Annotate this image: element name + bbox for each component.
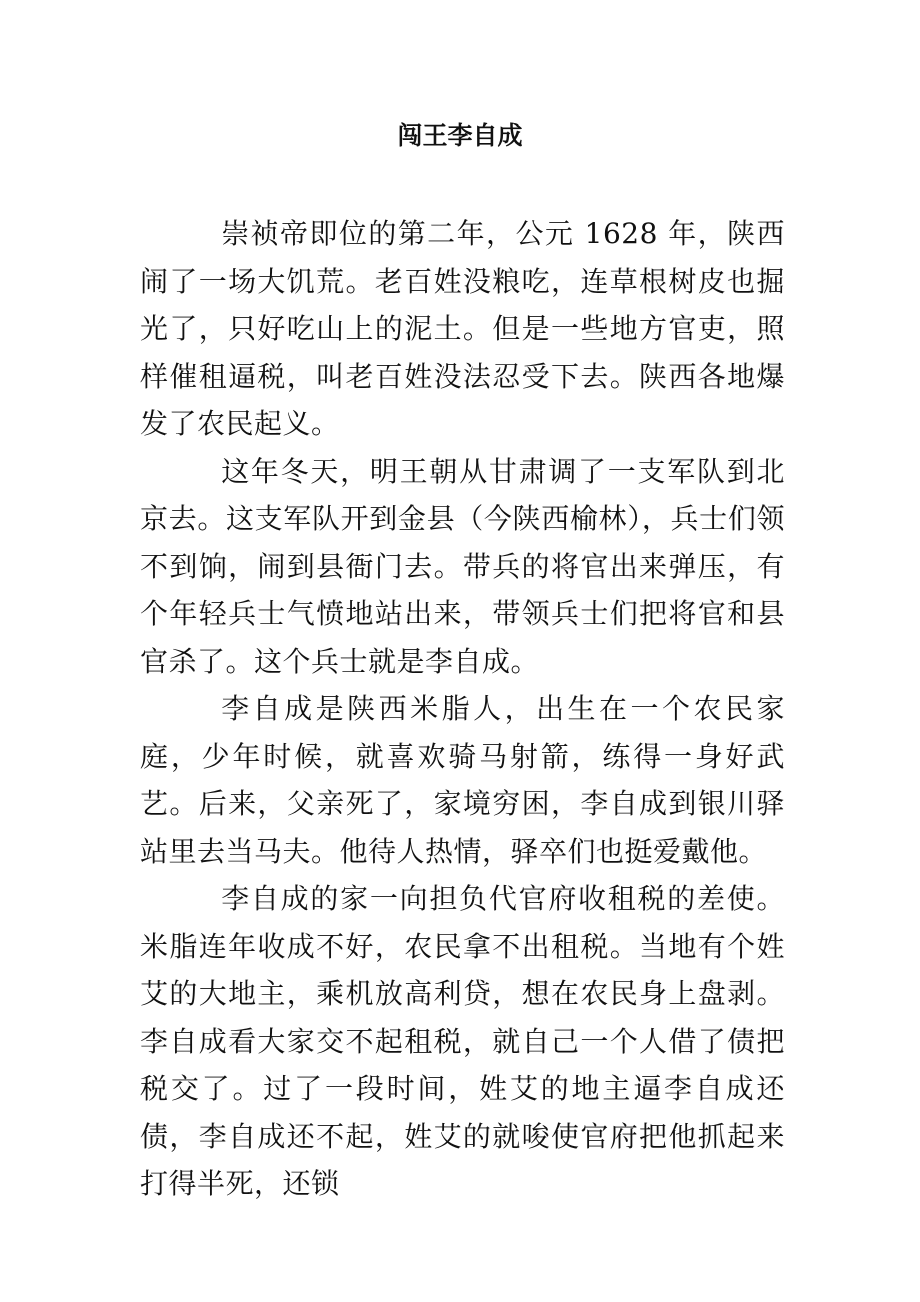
paragraph-4: 李自成的家一向担负代官府收租税的差使。米脂连年收成不好，农民拿不出租税。当地有个姓艾的大地主，乘机放高利贷，想在农民身上盘剥。李自成看大家交不起租税，就自己一个人借了债把税交了。过了一段时间，姓艾的地主逼李自成还债，李自成还不起，姓艾的就唆使官府把他抓起来打得半死，还锁: [140, 882, 785, 1200]
paragraph-2: 这年冬天，明王朝从甘肃调了一支军队到北京去。这支军队开到金县（今陕西榆林），兵士们领不到饷，闹到县衙门去。带兵的将官出来弹压，有个年轻兵士气愤地站出来，带领兵士们把将官和县官杀了。这个兵士就是李自成。: [140, 454, 785, 678]
paragraph-3: 李自成是陕西米脂人，出生在一个农民家庭，少年时候，就喜欢骑马射箭，练得一身好武艺。后来，父亲死了，家境穷困，李自成到银川驿站里去当马夫。他待人热情，驿卒们也挺爱戴他。: [140, 692, 785, 868]
document-title: 闯王李自成: [397, 121, 523, 150]
paragraph-1: 崇祯帝即位的第二年，公元 1628 年，陕西闹了一场大饥荒。老百姓没粮吃，连草根树皮也掘光了，只好吃山上的泥土。但是一些地方官吏，照样催租逼税，叫老百姓没法忍受下去。陕西各地爆发了农民起义。: [140, 217, 785, 440]
document-body: [140, 210, 785, 1208]
